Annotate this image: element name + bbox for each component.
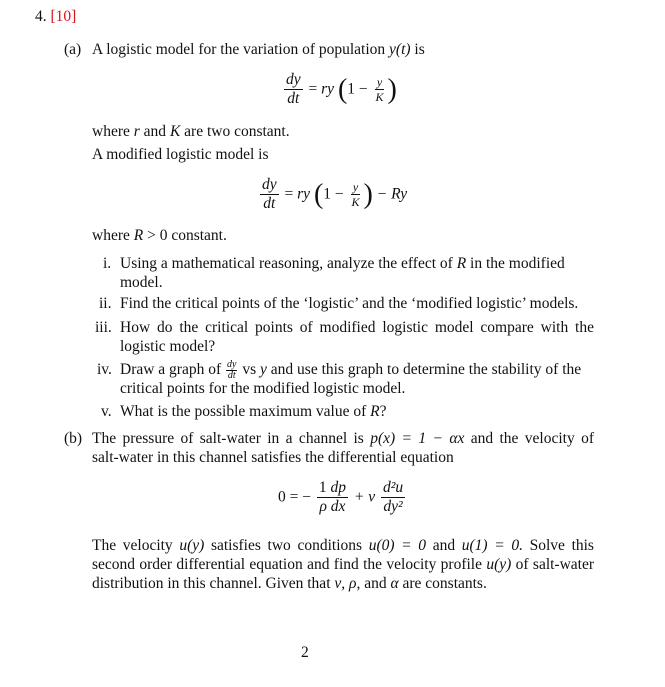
- item-iv-text: Draw a graph of $\frac{dy}{dt}$ vs y and use this graph to determine the stability of the: [120, 359, 582, 381]
- item-ii-label: ii.: [99, 295, 112, 312]
- where-r-constant: where R > 0 constant.: [92, 227, 227, 244]
- part-a-label: (a): [64, 41, 82, 58]
- question-number: 4.: [35, 8, 47, 25]
- part-b-line1: The pressure of salt-water in a channel is p(x) = 1 − αx and the velocity of: [92, 430, 595, 447]
- item-v-text: What is the possible maximum value of R?: [120, 403, 387, 420]
- item-iv-label: iv.: [97, 361, 112, 378]
- conditions-line1: The velocity u(y) satisfies two conditions u(0) = 0 and u(1) = 0. Solve this: [92, 537, 594, 554]
- item-i-line2: model.: [120, 274, 163, 291]
- item-iii-line1: How do the critical points of modified logistic model compare with the: [120, 319, 594, 336]
- part-b-label: (b): [64, 430, 83, 447]
- item-i-label: i.: [103, 255, 112, 272]
- item-ii-text: Find the critical points of the ‘logistic’ and the ‘modified logistic’ models.: [120, 295, 579, 312]
- item-i-text: Using a mathematical reasoning, analyze the effect of R in the modified: [120, 255, 565, 272]
- modified-logistic-equation: $\frac{dy}{dt}$ = ry (1 − $\frac{y}{K}$ ) − Ry: [262, 176, 408, 213]
- conditions-line2: second order differential equation and find the velocity profile u(y) of salt-water: [92, 556, 595, 573]
- item-iii-label: iii.: [95, 319, 112, 336]
- conditions-line3: distribution in this channel. Given that ν, ρ, and α are constants.: [92, 575, 487, 592]
- part-a-intro: A logistic model for the variation of population y(t) is: [92, 41, 425, 58]
- page-number: 2: [301, 644, 309, 661]
- item-iii-line2: logistic model?: [120, 338, 216, 355]
- logistic-equation: $\frac{dy}{dt}$ = ry (1 − $\frac{y}{K}$ ): [286, 71, 397, 108]
- item-iv-line2: critical points for the modified logistic model.: [120, 380, 406, 397]
- modified-intro: A modified logistic model is: [92, 146, 269, 163]
- part-b-line2: salt-water in this channel satisfies the differential equation: [92, 449, 454, 466]
- question-header: [35, 7, 76, 26]
- momentum-equation: 0 = − $\frac{1 dp}{\text{ρ dx}}$ + ν $\frac{\text{d²u}}{\text{dy²}}$: [278, 479, 404, 516]
- item-v-label: v.: [101, 403, 112, 420]
- where-r-k: where r and K are two constant.: [92, 123, 290, 140]
- question-marks: [10]: [50, 8, 77, 25]
